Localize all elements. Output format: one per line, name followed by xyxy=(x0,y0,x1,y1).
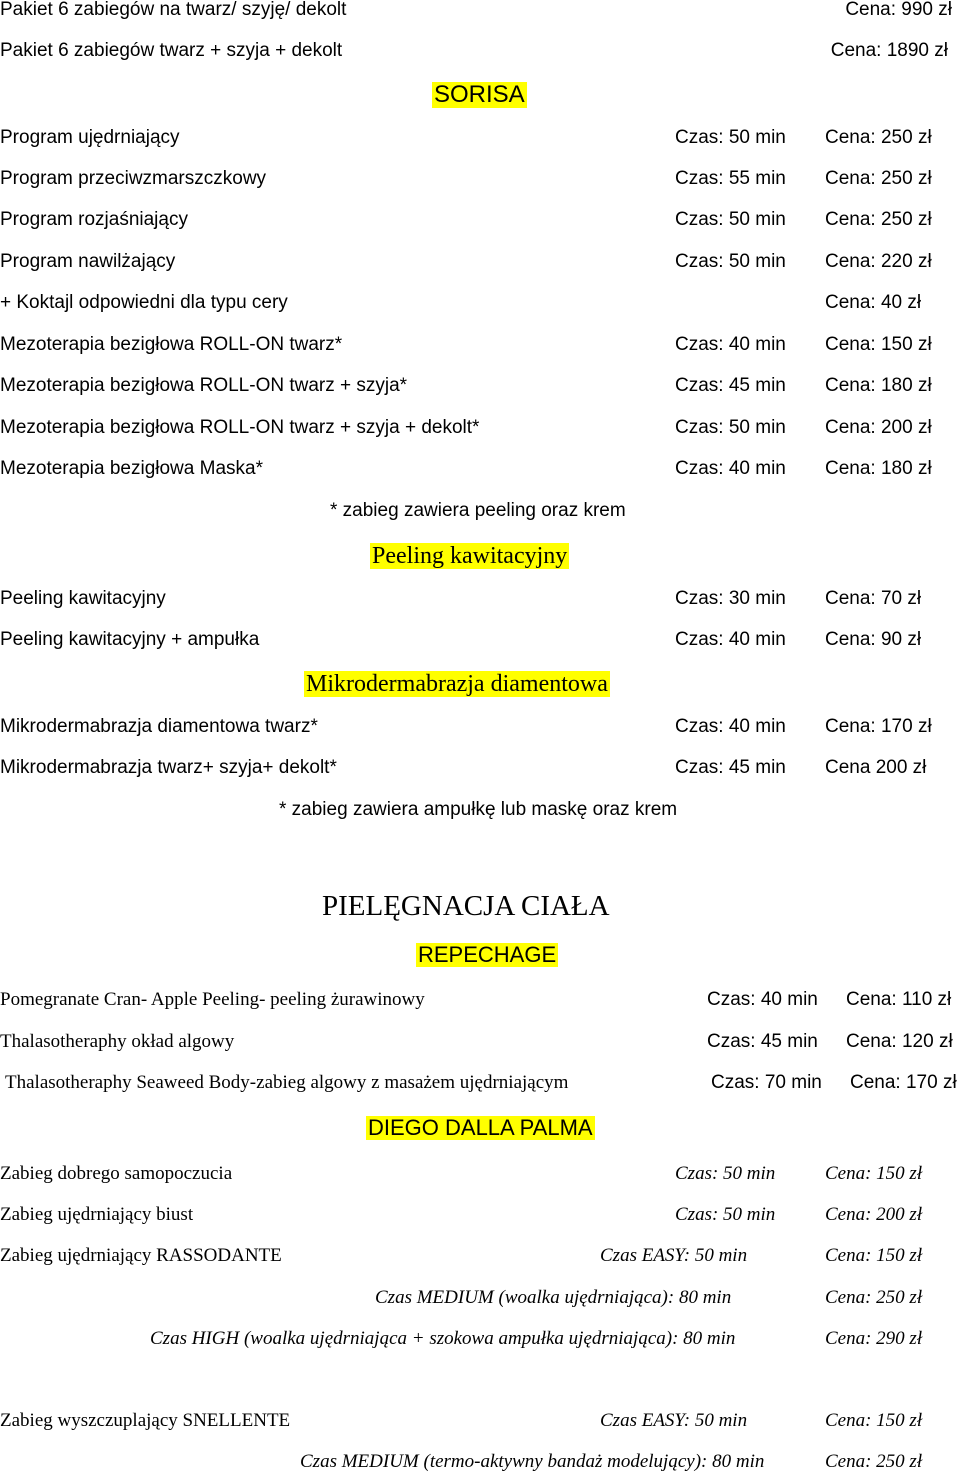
list-item-name: Zabieg dobrego samopoczucia xyxy=(0,1163,233,1184)
list-item-price: Cena: 220 zł xyxy=(825,251,932,272)
list-item-name: Thalasotheraphy Seaweed Body-zabieg algowy z masażem ujędrniającym xyxy=(5,1072,569,1093)
list-item-price: Cena: 150 zł xyxy=(825,334,932,355)
list-item-time: Czas: 50 min xyxy=(675,127,786,148)
mikro-note: * zabieg zawiera ampułkę lub maskę oraz krem xyxy=(279,799,678,820)
list-item-time: Czas: 50 min xyxy=(675,417,786,438)
list-item-price: Cena: 250 zł xyxy=(825,127,932,148)
snellente-name: Zabieg wyszczuplający SNELLENTE xyxy=(0,1410,291,1431)
list-item-price: Cena: 90 zł xyxy=(825,629,922,650)
list-item-name: Peeling kawitacyjny xyxy=(0,588,166,609)
list-item-price: Cena: 40 zł xyxy=(825,292,922,313)
list-item-price: Cena: 180 zł xyxy=(825,375,932,396)
list-item-name: Mezoterapia bezigłowa ROLL-ON twarz + szyja + dekolt* xyxy=(0,417,480,438)
list-item-price: Cena: 200 zł xyxy=(825,417,932,438)
rassodante-easy-price: Cena: 150 zł xyxy=(825,1245,923,1266)
list-item-time: Czas: 40 min xyxy=(675,716,786,737)
list-item-time: Czas: 55 min xyxy=(675,168,786,189)
list-item-name: Mezoterapia bezigłowa ROLL-ON twarz* xyxy=(0,334,343,355)
list-item-name: Program przeciwzmarszczkowy xyxy=(0,168,267,189)
list-item-time: Czas: 50 min xyxy=(675,1204,776,1225)
list-item-time: Czas: 50 min xyxy=(675,209,786,230)
diego-heading: DIEGO DALLA PALMA xyxy=(368,1115,593,1140)
list-item-name: Zabieg ujędrniający biust xyxy=(0,1204,194,1225)
rassodante-medium-price: Cena: 250 zł xyxy=(825,1287,923,1308)
sorisa-heading: SORISA xyxy=(434,81,525,108)
rassodante-medium-time: Czas MEDIUM (woalka ujędrniająca): 80 min xyxy=(375,1287,732,1308)
list-item-price: Cena: 120 zł xyxy=(846,1031,953,1052)
list-item-time: Czas: 40 min xyxy=(707,989,818,1010)
list-item-price: Cena 200 zł xyxy=(825,757,927,778)
list-item-time: Czas: 70 min xyxy=(711,1072,822,1093)
rassodante-name: Zabieg ujędrniający RASSODANTE xyxy=(0,1245,282,1266)
list-item-price: Cena: 70 zł xyxy=(825,588,922,609)
snellente-easy-time: Czas EASY: 50 min xyxy=(600,1410,748,1431)
list-item-price: Cena: 250 zł xyxy=(825,168,932,189)
snellente-medium-price: Cena: 250 zł xyxy=(825,1451,923,1472)
package-2-name: Pakiet 6 zabiegów twarz + szyja + dekolt xyxy=(0,40,343,61)
list-item-name: Thalasotheraphy okład algowy xyxy=(0,1031,235,1052)
list-item-price: Cena: 150 zł xyxy=(825,1163,923,1184)
body-heading: PIELĘGNACJA CIAŁA xyxy=(322,890,610,922)
list-item-time: Czas: 40 min xyxy=(675,458,786,479)
list-item-time: Czas: 50 min xyxy=(675,1163,776,1184)
list-item-price: Cena: 110 zł xyxy=(846,989,952,1010)
list-item-name: Program ujędrniający xyxy=(0,127,180,148)
list-item-price: Cena: 170 zł xyxy=(850,1072,957,1093)
list-item-name: + Koktajl odpowiedni dla typu cery xyxy=(0,292,288,313)
sorisa-note: * zabieg zawiera peeling oraz krem xyxy=(330,500,626,521)
list-item-price: Cena: 170 zł xyxy=(825,716,932,737)
list-item-name: Peeling kawitacyjny + ampułka xyxy=(0,629,260,650)
list-item-name: Mikrodermabrazja twarz+ szyja+ dekolt* xyxy=(0,757,337,778)
list-item-name: Pomegranate Cran- Apple Peeling- peeling żurawinowy xyxy=(0,989,425,1010)
list-item-name: Mezoterapia bezigłowa Maska* xyxy=(0,458,263,479)
list-item-time: Czas: 45 min xyxy=(675,375,786,396)
rassodante-easy-time: Czas EASY: 50 min xyxy=(600,1245,748,1266)
rassodante-high-time: Czas HIGH (woalka ujędrniająca + szokowa ampułka ujędrniająca): 80 min xyxy=(150,1328,736,1349)
list-item-price: Cena: 250 zł xyxy=(825,209,932,230)
list-item-name: Mezoterapia bezigłowa ROLL-ON twarz + szyja* xyxy=(0,375,408,396)
list-item-name: Program nawilżający xyxy=(0,251,176,272)
rassodante-high-price: Cena: 290 zł xyxy=(825,1328,923,1349)
list-item-time: Czas: 30 min xyxy=(675,588,786,609)
list-item-name: Mikrodermabrazja diamentowa twarz* xyxy=(0,716,318,737)
snellente-easy-price: Cena: 150 zł xyxy=(825,1410,923,1431)
package-2-price: Cena: 1890 zł xyxy=(830,40,948,61)
list-item-time: Czas: 40 min xyxy=(675,629,786,650)
list-item-price: Cena: 180 zł xyxy=(825,458,932,479)
peeling-heading: Peeling kawitacyjny xyxy=(372,543,568,569)
repechage-heading: REPECHAGE xyxy=(418,942,557,967)
package-1-name: Pakiet 6 zabiegów na twarz/ szyję/ dekolt xyxy=(0,0,347,20)
list-item-time: Czas: 50 min xyxy=(675,251,786,272)
list-item-time: Czas: 40 min xyxy=(675,334,786,355)
list-item-time: Czas: 45 min xyxy=(707,1031,818,1052)
list-item-price: Cena: 200 zł xyxy=(825,1204,923,1225)
mikro-heading: Mikrodermabrazja diamentowa xyxy=(306,671,608,697)
package-1-price: Cena: 990 zł xyxy=(845,0,952,20)
snellente-medium-time: Czas MEDIUM (termo-aktywny bandaż modelujący): 80 min xyxy=(300,1451,765,1472)
list-item-name: Program rozjaśniający xyxy=(0,209,188,230)
list-item-time: Czas: 45 min xyxy=(675,757,786,778)
